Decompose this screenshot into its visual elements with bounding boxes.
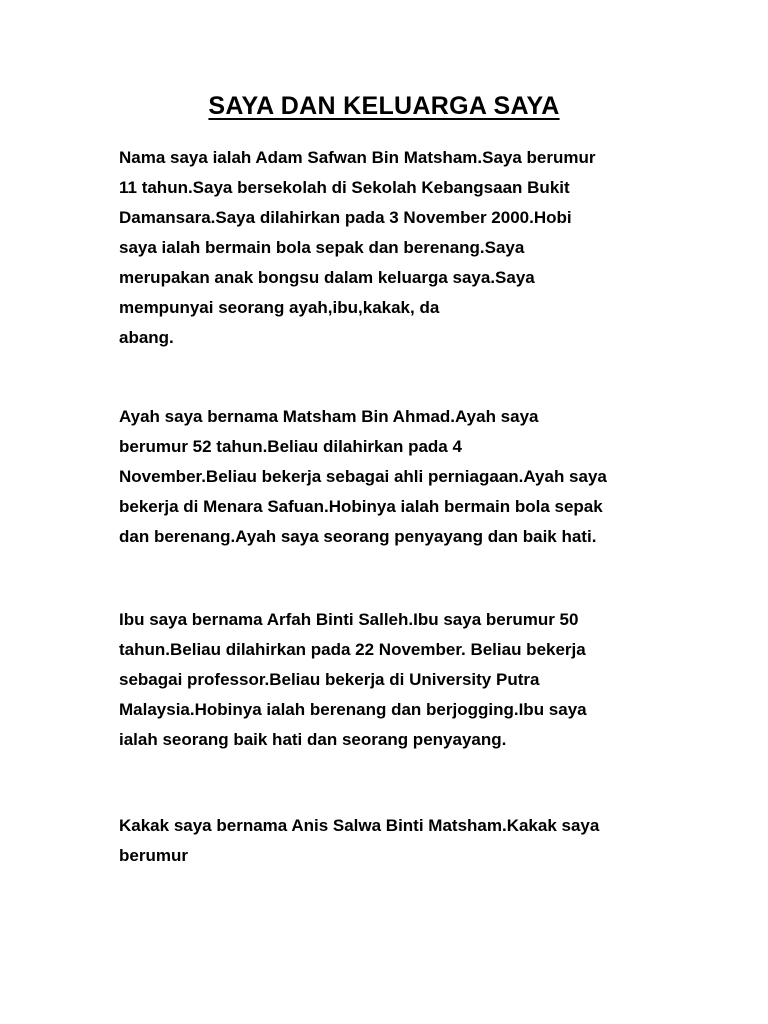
- paragraph-line: merupakan anak bongsu dalam keluarga saya.Saya: [119, 268, 535, 287]
- paragraph-line: mempunyai seorang ayah,ibu,kakak, da: [119, 298, 440, 317]
- paragraph-self: [119, 143, 679, 353]
- paragraph-line: berumur 52 tahun.Beliau dilahirkan pada 4: [119, 437, 462, 456]
- paragraph-line: berumur: [119, 846, 188, 865]
- paragraph-line: bekerja di Menara Safuan.Hobinya ialah bermain bola sepak: [119, 497, 603, 516]
- paragraph-mother: [119, 605, 679, 755]
- paragraph-line: abang.: [119, 328, 174, 347]
- paragraph-line: Nama saya ialah Adam Safwan Bin Matsham.Saya berumur: [119, 148, 596, 167]
- paragraph-line: ialah seorang baik hati dan seorang penyayang.: [119, 730, 507, 749]
- paragraph-sister: [119, 811, 679, 871]
- paragraph-line: 11 tahun.Saya bersekolah di Sekolah Kebangsaan Bukit: [119, 178, 570, 197]
- paragraph-line: Damansara.Saya dilahirkan pada 3 November 2000.Hobi: [119, 208, 572, 227]
- document-title: SAYA DAN KELUARGA SAYA: [208, 92, 560, 120]
- paragraph-line: Malaysia.Hobinya ialah berenang dan berjogging.Ibu saya: [119, 700, 587, 719]
- paragraph-line: Ayah saya bernama Matsham Bin Ahmad.Ayah saya: [119, 407, 539, 426]
- paragraph-line: Ibu saya bernama Arfah Binti Salleh.Ibu saya berumur 50: [119, 610, 579, 629]
- paragraph-line: sebagai professor.Beliau bekerja di University Putra: [119, 670, 540, 689]
- paragraph-line: tahun.Beliau dilahirkan pada 22 November. Beliau bekerja: [119, 640, 586, 659]
- paragraph-line: dan berenang.Ayah saya seorang penyayang dan baik hati.: [119, 527, 597, 546]
- paragraph-line: November.Beliau bekerja sebagai ahli perniagaan.Ayah saya: [119, 467, 607, 486]
- paragraph-father: [119, 402, 679, 552]
- paragraph-line: Kakak saya bernama Anis Salwa Binti Matsham.Kakak saya: [119, 816, 600, 835]
- paragraph-line: saya ialah bermain bola sepak dan berenang.Saya: [119, 238, 525, 257]
